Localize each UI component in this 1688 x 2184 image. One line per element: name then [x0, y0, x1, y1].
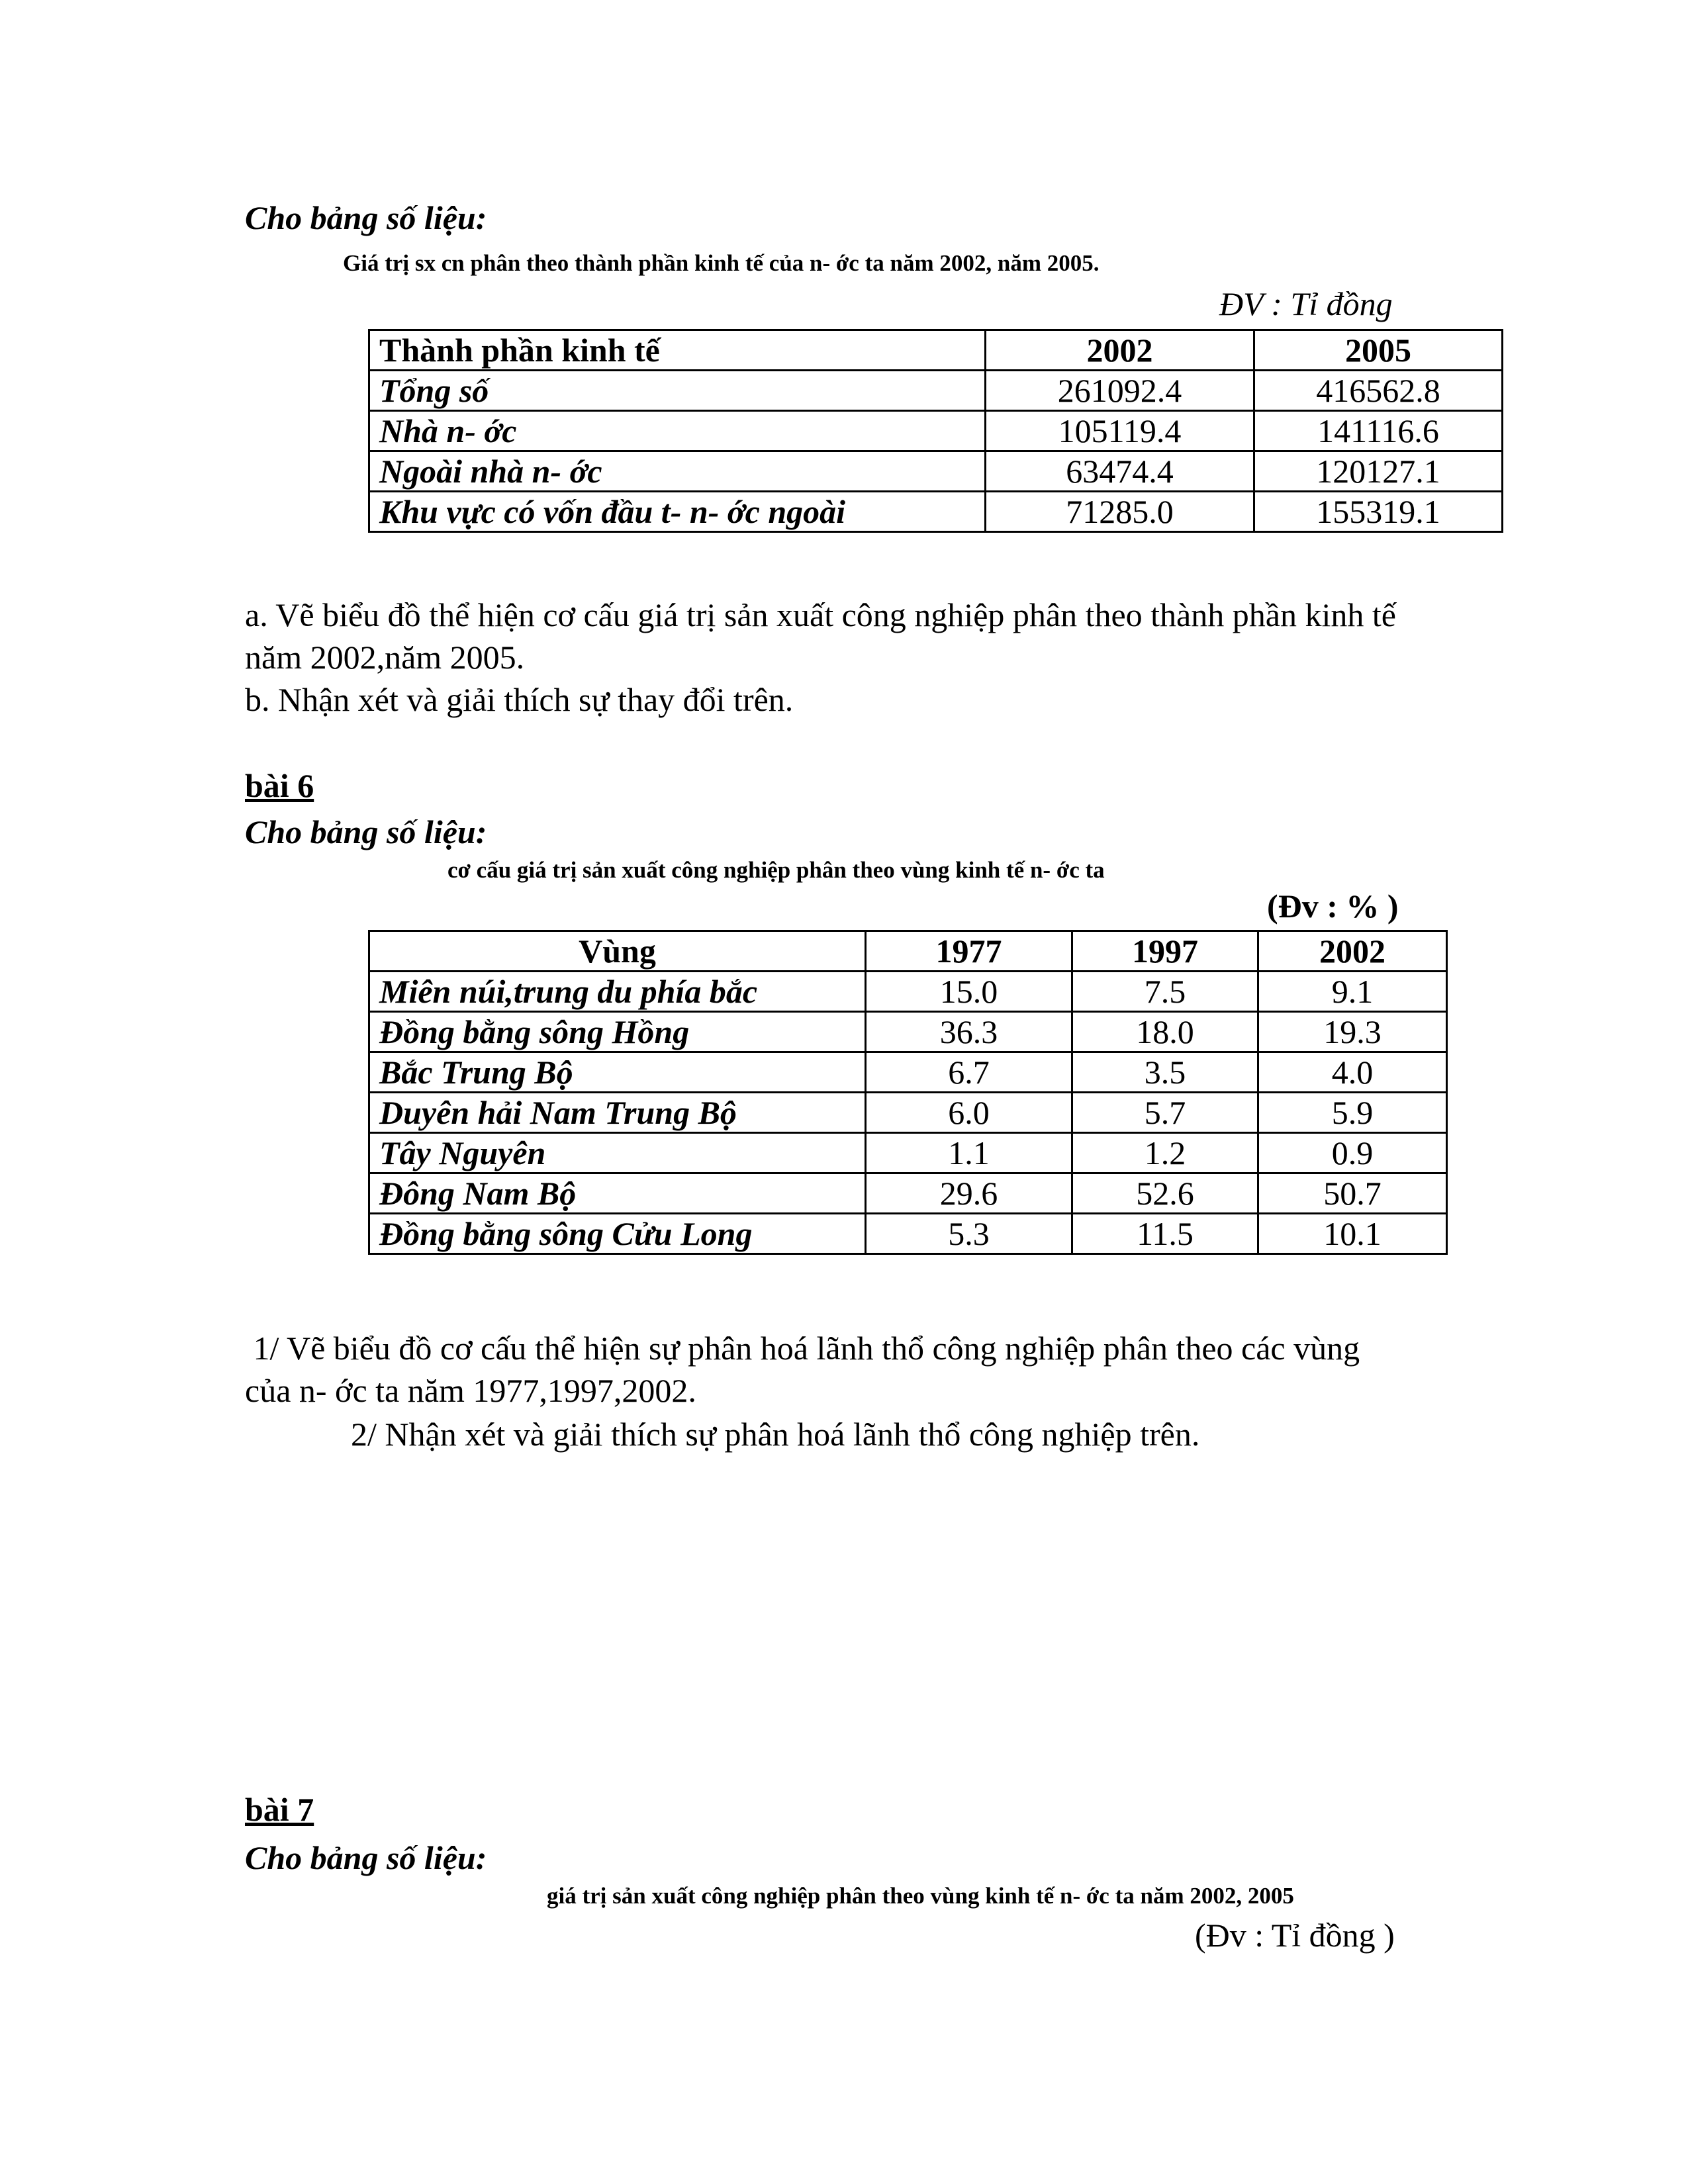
cell-value: 120127.1: [1254, 451, 1503, 492]
cell-value: 3.5: [1072, 1052, 1258, 1093]
table-row: [369, 411, 1503, 451]
section3-caption: giá trị sản xuất công nghiệp phân theo vùng kinh tế n- ớc ta năm 2002, 2005: [547, 1883, 1294, 1909]
cell-value: 155319.1: [1254, 492, 1503, 532]
table-header-row: [369, 330, 1503, 371]
section1-question-a: a. Vẽ biểu đồ thể hiện cơ cấu giá trị sản xuất công nghiệp phân theo thành phần kinh tế năm 2002,năm 2005.: [245, 596, 1396, 676]
table-row: [369, 1052, 1447, 1093]
cell-value: 5.7: [1072, 1093, 1258, 1133]
row-label: Miên núi,trung du phía bắc: [369, 972, 866, 1012]
section3-unit: (Đv : Tỉ đồng ): [1195, 1917, 1395, 1954]
cell-value: 141116.6: [1254, 411, 1503, 451]
column-header: Thành phần kinh tế: [369, 330, 986, 371]
cell-value: 416562.8: [1254, 371, 1503, 411]
section2-table: [368, 930, 1448, 1255]
row-label: Đồng bằng sông Hồng: [369, 1012, 866, 1052]
cell-value: 29.6: [866, 1173, 1072, 1214]
cell-value: 19.3: [1258, 1012, 1447, 1052]
cell-value: 50.7: [1258, 1173, 1447, 1214]
column-header: 2005: [1254, 330, 1503, 371]
section2-unit: (Đv : % ): [1267, 887, 1399, 925]
table-row: [369, 1133, 1447, 1173]
section1-unit: ĐV : Tỉ đồng: [1219, 285, 1393, 322]
section2-caption: cơ cấu giá trị sản xuất công nghiệp phân theo vùng kinh tế n- ớc ta: [447, 857, 1105, 883]
section1-intro: Cho bảng số liệu:: [245, 199, 487, 236]
cell-value: 4.0: [1258, 1052, 1447, 1093]
section1-caption: Giá trị sx cn phân theo thành phần kinh tế của n- ớc ta năm 2002, năm 2005.: [343, 250, 1100, 276]
row-label: Tổng số: [369, 371, 986, 411]
section3-intro: Cho bảng số liệu:: [245, 1839, 487, 1876]
cell-value: 0.9: [1258, 1133, 1447, 1173]
table-row: [369, 451, 1503, 492]
cell-value: 261092.4: [986, 371, 1254, 411]
cell-value: 7.5: [1072, 972, 1258, 1012]
cell-value: 36.3: [866, 1012, 1072, 1052]
table-row: [369, 1012, 1447, 1052]
table-row: [369, 1173, 1447, 1214]
row-label: Khu vực có vốn đầu t- n- ớc ngoài: [369, 492, 986, 532]
row-label: Đông Nam Bộ: [369, 1173, 866, 1214]
cell-value: 18.0: [1072, 1012, 1258, 1052]
cell-value: 6.7: [866, 1052, 1072, 1093]
cell-value: 1.1: [866, 1133, 1072, 1173]
cell-value: 15.0: [866, 972, 1072, 1012]
column-header: 1997: [1072, 931, 1258, 972]
section2-question-1: 1/ Vẽ biểu đồ cơ cấu thể hiện sự phân hoá lãnh thổ công nghiệp phân theo các vùng của n- ớc ta năm 1977,1997,2002.: [245, 1330, 1368, 1409]
section2-heading: bài 6: [245, 767, 314, 804]
cell-value: 5.3: [866, 1214, 1072, 1254]
column-header: 2002: [1258, 931, 1447, 972]
table-header-row: [369, 931, 1447, 972]
column-header: Vùng: [369, 931, 866, 972]
column-header: 2002: [986, 330, 1254, 371]
cell-value: 9.1: [1258, 972, 1447, 1012]
table-row: [369, 972, 1447, 1012]
cell-value: 52.6: [1072, 1173, 1258, 1214]
section1-table: [368, 329, 1503, 533]
section2-question-2: 2/ Nhận xét và giải thích sự phân hoá lãnh thổ công nghiệp trên.: [351, 1416, 1200, 1453]
row-label: Duyên hải Nam Trung Bộ: [369, 1093, 866, 1133]
table-row: [369, 1214, 1447, 1254]
cell-value: 6.0: [866, 1093, 1072, 1133]
section3-heading: bài 7: [245, 1791, 314, 1828]
cell-value: 11.5: [1072, 1214, 1258, 1254]
table-row: [369, 1093, 1447, 1133]
row-label: Nhà n- ớc: [369, 411, 986, 451]
column-header: 1977: [866, 931, 1072, 972]
cell-value: 1.2: [1072, 1133, 1258, 1173]
row-label: Tây Nguyên: [369, 1133, 866, 1173]
cell-value: 5.9: [1258, 1093, 1447, 1133]
row-label: Đồng bằng sông Cửu Long: [369, 1214, 866, 1254]
cell-value: 105119.4: [986, 411, 1254, 451]
cell-value: 10.1: [1258, 1214, 1447, 1254]
section1-question-b: b. Nhận xét và giải thích sự thay đổi trên.: [245, 681, 794, 718]
cell-value: 71285.0: [986, 492, 1254, 532]
table-row: [369, 492, 1503, 532]
table-row: [369, 371, 1503, 411]
row-label: Bắc Trung Bộ: [369, 1052, 866, 1093]
cell-value: 63474.4: [986, 451, 1254, 492]
section2-intro: Cho bảng số liệu:: [245, 813, 487, 850]
row-label: Ngoài nhà n- ớc: [369, 451, 986, 492]
